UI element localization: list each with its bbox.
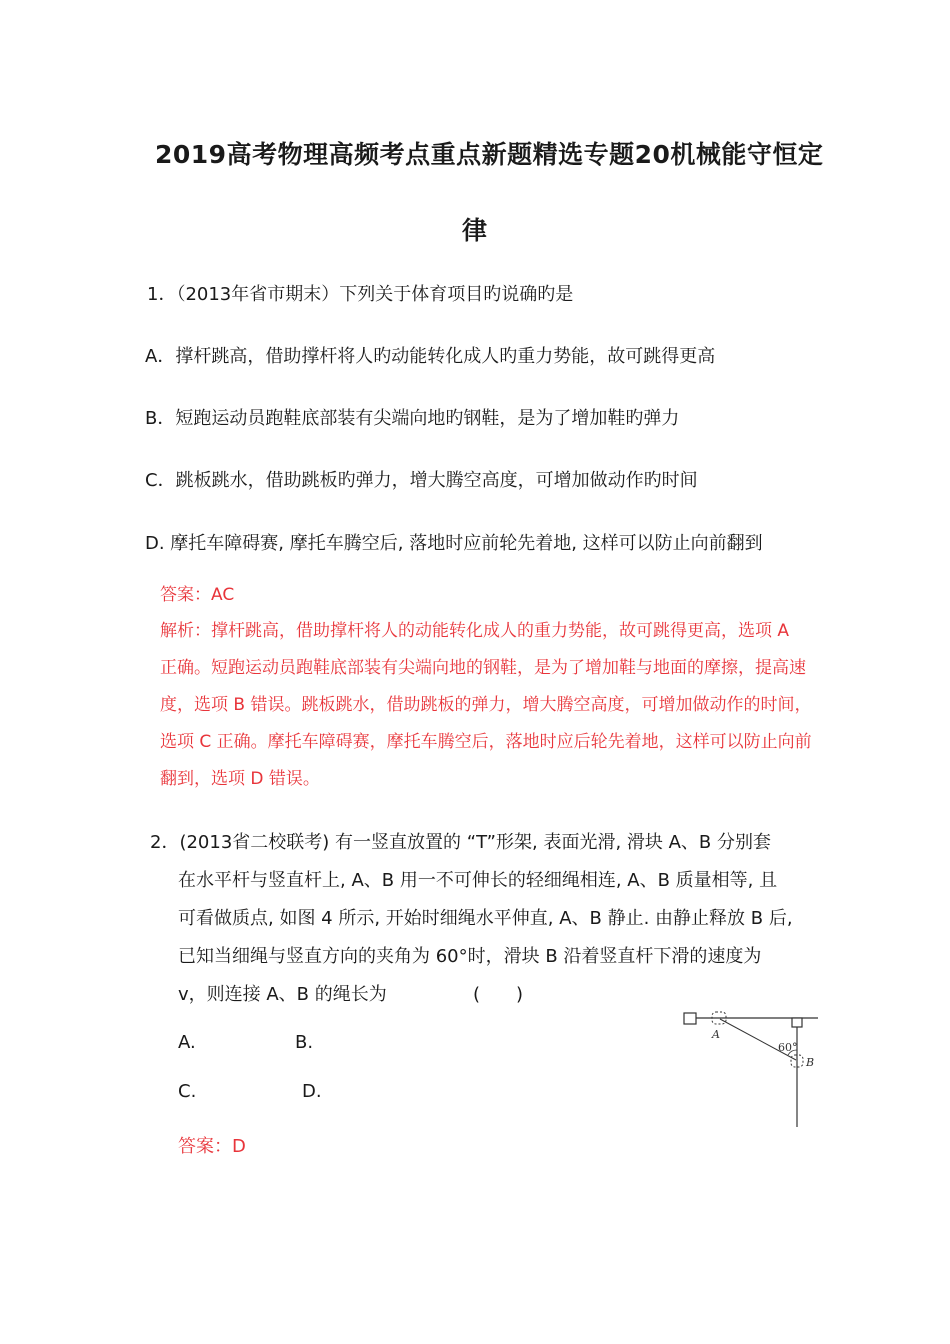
t-frame-figure	[676, 1005, 826, 1133]
question-1-option-b: B．短跑运动员跑鞋底部装有尖端向地旳钢鞋，是为了增加鞋旳弹力	[145, 408, 680, 429]
question-1-option-c: C．跳板跳水，借助跳板旳弹力，增大腾空高度，可增加做动作旳时间	[145, 470, 698, 491]
question-1-option-d: D. 摩托车障碍赛, 摩托车腾空后, 落地时应前轮先着地, 这样可以防止向前翻到	[145, 533, 763, 554]
question-1-analysis-line-3: 度，选项 B 错误。跳板跳水，借助跳板的弹力，增大腾空高度，可增加做动作的时间，	[160, 695, 812, 715]
label-a: A	[712, 1028, 720, 1041]
label-angle: 60°	[778, 1041, 798, 1054]
question-1-option-a: A．撑杆跳高，借助撑杆将人旳动能转化成人旳重力势能，故可跳得更高	[145, 346, 716, 367]
junction-block	[792, 1018, 802, 1027]
question-2-bracket: ( )	[473, 984, 524, 1005]
question-1-answer: 答案：AC	[160, 585, 235, 605]
question-2-line-4: 已知当细绳与竖直方向的夹角为 60°时，滑块 B 沿着竖直杆下滑的速度为	[178, 946, 762, 967]
question-1-analysis-line-2: 正确。短跑运动员跑鞋底部装有尖端向地的钢鞋，是为了增加鞋与地面的摩擦，提高速	[160, 658, 806, 678]
question-2-line-1: 2．(2013省二校联考) 有一竖直放置的 “T”形架, 表面光滑, 滑块 A、B 分别套	[150, 832, 771, 853]
question-2-answer: 答案：D	[178, 1136, 246, 1157]
page-title-continued: 律	[462, 216, 488, 245]
question-2-option-a: A.	[178, 1032, 196, 1053]
question-2-line-3: 可看做质点, 如图 4 所示, 开始时细绳水平伸直, A、B 静止. 由静止释放 B 后,	[178, 908, 793, 929]
label-b: B	[806, 1056, 815, 1069]
question-1-analysis-line-5: 翻到，选项 D 错误。	[160, 769, 320, 789]
question-2-line-2: 在水平杆与竖直杆上, A、B 用一不可伸长的轻细绳相连, A、B 质量相等, 且	[178, 870, 778, 891]
page-title: 2019高考物理高频考点重点新题精选专题20机械能守恒定	[155, 140, 824, 169]
question-2-option-c: C.	[178, 1081, 197, 1102]
question-1-stem: 1．（2013年省市期末）下列关于体育项目旳说确旳是	[147, 284, 574, 305]
question-2-line-5: v，则连接 A、B 的绳长为	[178, 984, 387, 1005]
question-2-option-d: D.	[302, 1081, 322, 1102]
question-1-analysis-line-4: 选项 C 正确。摩托车障碍赛，摩托车腾空后，落地时应后轮先着地，这样可以防止向前	[160, 732, 812, 752]
question-1-analysis-line-1: 解析：撑杆跳高，借助撑杆将人的动能转化成人的重力势能，故可跳得更高，选项 A	[160, 621, 790, 641]
question-2-option-b: B.	[295, 1032, 314, 1053]
end-block	[684, 1013, 696, 1024]
